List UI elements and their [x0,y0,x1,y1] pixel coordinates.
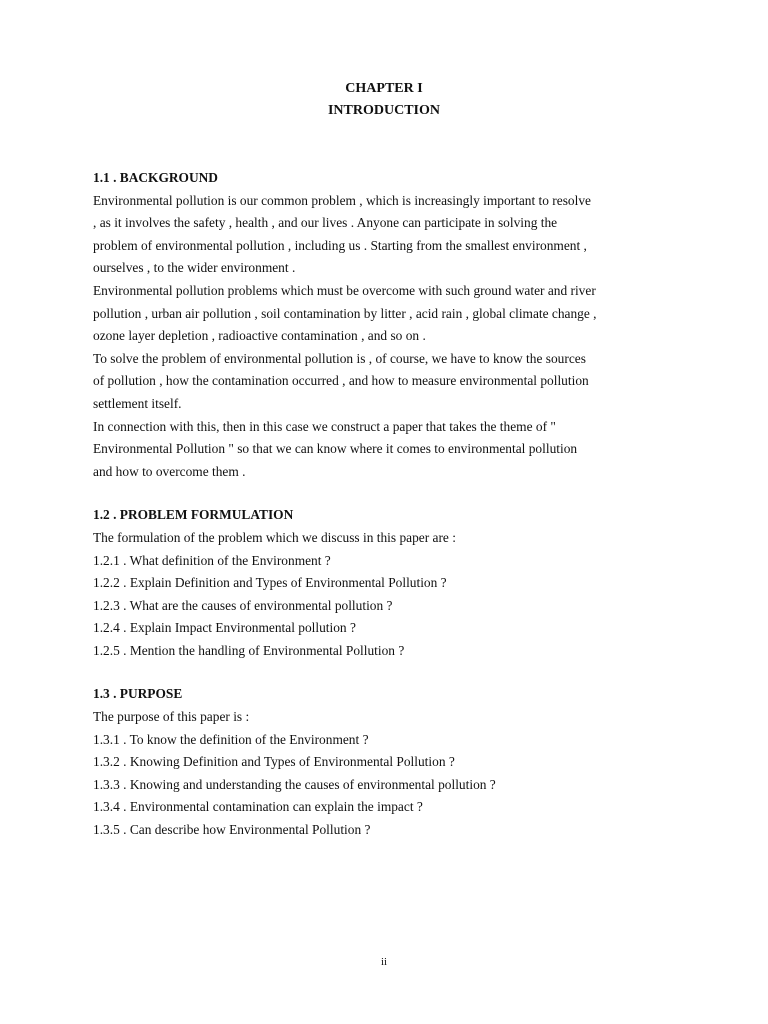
paragraph-line: Environmental Pollution " so that we can know where it comes to environmental pollution [93,441,578,457]
paragraph-line: and how to overcome them . [93,463,246,479]
list-item: 1.2.4 . Explain Impact Environmental pollution ? [93,620,356,636]
list-item: 1.3.4 . Environmental contamination can explain the impact ? [93,799,423,815]
paragraph-line: pollution , urban air pollution , soil contamination by litter , acid rain , global climate change , [93,305,597,321]
list-item: 1.2.2 . Explain Definition and Types of Environmental Pollution ? [93,575,447,591]
paragraph-line: In connection with this, then in this case we construct a paper that takes the theme of " [93,418,556,434]
paragraph-line: To solve the problem of environmental pollution is , of course, we have to know the sources [93,350,586,366]
page-number: ii [380,956,388,968]
list-item: 1.3.1 . To know the definition of the Environment ? [93,731,369,747]
paragraph-line: ourselves , to the wider environment . [93,260,296,276]
list-item: 1.3.5 . Can describe how Environmental Pollution ? [93,822,371,838]
section-intro: The purpose of this paper is : [93,709,250,725]
paragraph-line: settlement itself. [93,395,182,411]
paragraph-line: , as it involves the safety , health , and our lives . Anyone can participate in solving the [93,215,558,231]
paragraph-line: Environmental pollution problems which must be overcome with such ground water and river [93,282,596,298]
list-item: 1.2.3 . What are the causes of environmental pollution ? [93,597,393,613]
paragraph-line: Environmental pollution is our common problem , which is increasingly important to resolve [93,192,591,208]
document-body [93,167,693,842]
section-intro: The formulation of the problem which we discuss in this paper are : [93,529,456,545]
list-item: 1.2.5 . Mention the handling of Environmental Pollution ? [93,642,405,658]
section-title: 1.3 . PURPOSE [93,686,183,702]
section-title: 1.1 . BACKGROUND [93,170,218,185]
section-problem-formulation [93,504,693,662]
list-item: 1.3.3 . Knowing and understanding the causes of environmental pollution ? [93,776,496,792]
section-background [93,167,693,483]
list-item: 1.2.1 . What definition of the Environment ? [93,552,331,568]
paragraph-line: of pollution , how the contamination occurred , and how to measure environmental pollution [93,373,589,389]
chapter-heading [0,78,768,122]
section-title: 1.2 . PROBLEM FORMULATION [93,507,294,523]
chapter-number: CHAPTER I [345,81,423,96]
chapter-title: INTRODUCTION [327,103,440,118]
paragraph-line: ozone layer depletion , radioactive contamination , and so on . [93,328,426,344]
list-item: 1.3.2 . Knowing Definition and Types of Environmental Pollution ? [93,754,455,770]
paragraph-line: problem of environmental pollution , including us . Starting from the smallest environment , [93,237,587,253]
section-purpose [93,683,693,841]
